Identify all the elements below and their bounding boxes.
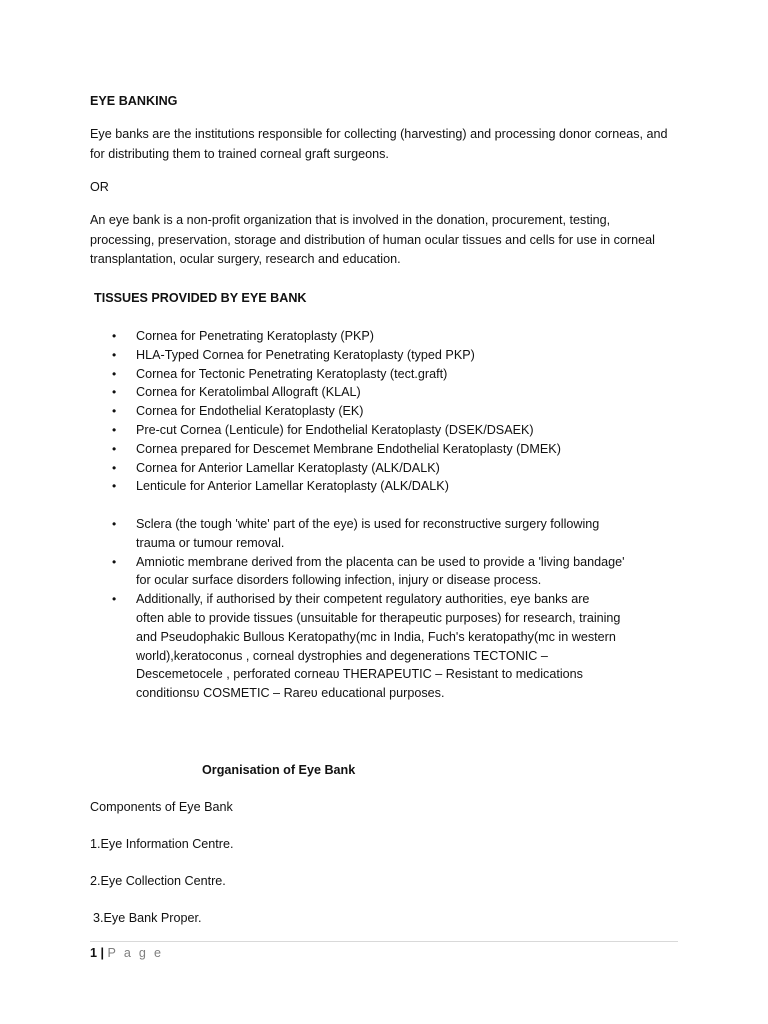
footer-separator: | xyxy=(100,946,105,960)
list-item xyxy=(90,515,690,553)
bullet-icon: • xyxy=(112,517,117,531)
list-item: • Lenticule for Anterior Lamellar Keratoplasty (ALK/DALK) xyxy=(90,477,690,496)
list-item: • Cornea for Penetrating Keratoplasty (PKP) xyxy=(90,327,690,346)
component-item: 3.Eye Bank Proper. xyxy=(93,911,202,925)
list-item: • Pre-cut Cornea (Lenticule) for Endothelial Keratoplasty (DSEK/DSAEK) xyxy=(90,421,690,440)
bullet-icon: • xyxy=(112,441,117,456)
sclera-line-1: Sclera (the tough 'white' part of the eye) is used for reconstructive surgery following xyxy=(136,517,600,531)
amniotic-line-2: for ocular surface disorders following infection, injury or disease process. xyxy=(136,573,542,588)
definition-line-2: processing, preservation, storage and distribution of human ocular tissues and cells for use in corneal xyxy=(90,233,655,247)
list-item: • Cornea for Anterior Lamellar Keratoplasty (ALK/DALK) xyxy=(90,459,690,478)
list-item: • HLA-Typed Cornea for Penetrating Keratoplasty (typed PKP) xyxy=(90,346,690,365)
bullet-icon: • xyxy=(112,592,117,607)
bullet-icon: • xyxy=(112,347,117,362)
definition-line-3: transplantation, ocular surgery, research and education. xyxy=(90,252,401,266)
list-item: • Cornea for Keratolimbal Allograft (KLAL) xyxy=(90,383,690,402)
tissues-heading: TISSUES PROVIDED BY EYE BANK xyxy=(94,291,307,305)
or-label: OR xyxy=(90,180,109,194)
list-item: • Cornea for Endothelial Keratoplasty (EK) xyxy=(90,402,690,421)
amniotic-line-1: Amniotic membrane derived from the placenta can be used to provide a 'living bandage' xyxy=(136,554,625,569)
additional-line-5: Descemetocele , perforated corneaʋ THERAPEUTIC – Resistant to medications xyxy=(136,667,583,682)
definition-line-1: An eye bank is a non-profit organization that is involved in the donation, procurement, testing, xyxy=(90,213,611,227)
additional-line-1: Additionally, if authorised by their competent regulatory authorities, eye banks are xyxy=(136,592,590,607)
bullet-icon: • xyxy=(112,366,117,381)
component-item: 1.Eye Information Centre. xyxy=(90,837,234,851)
tissue-list xyxy=(90,327,690,496)
bullet-icon: • xyxy=(112,422,117,437)
bullet-icon: • xyxy=(112,554,117,569)
organisation-heading: Organisation of Eye Bank xyxy=(202,763,356,777)
page-label: P a g e xyxy=(107,946,164,960)
bullet-icon: • xyxy=(112,329,117,343)
footer-divider xyxy=(90,941,678,942)
bullet-icon: • xyxy=(112,385,117,400)
list-item xyxy=(90,553,690,591)
additional-line-2: often able to provide tissues (unsuitable for therapeutic purposes) for research, training xyxy=(136,610,621,625)
bullet-icon: • xyxy=(112,404,117,419)
list-item xyxy=(90,590,690,703)
sclera-line-2: trauma or tumour removal. xyxy=(136,535,285,550)
bullet-icon: • xyxy=(112,460,117,475)
bullet-icon: • xyxy=(112,479,117,494)
components-label: Components of Eye Bank xyxy=(90,800,233,814)
page-footer xyxy=(90,944,163,962)
list-item: • Cornea prepared for Descemet Membrane Endothelial Keratoplasty (DMEK) xyxy=(90,440,690,459)
other-tissue-list xyxy=(90,515,690,703)
additional-line-6: conditionsʋ COSMETIC – Rareʋ educational purposes. xyxy=(136,686,445,701)
additional-line-3: and Pseudophakic Bullous Keratopathy(mc in India, Fuch's keratopathy(mc in western xyxy=(136,629,616,644)
intro-line-1: Eye banks are the institutions responsible for collecting (harvesting) and processing donor corneas, and xyxy=(90,127,668,141)
page-number: 1 xyxy=(90,946,98,960)
page-heading: EYE BANKING xyxy=(90,94,178,108)
list-item: • Cornea for Tectonic Penetrating Keratoplasty (tect.graft) xyxy=(90,365,690,384)
additional-line-4: world),keratoconus , corneal dystrophies and degenerations TECTONIC – xyxy=(136,648,548,663)
intro-line-2: for distributing them to trained corneal graft surgeons. xyxy=(90,147,389,161)
component-item: 2.Eye Collection Centre. xyxy=(90,874,226,888)
